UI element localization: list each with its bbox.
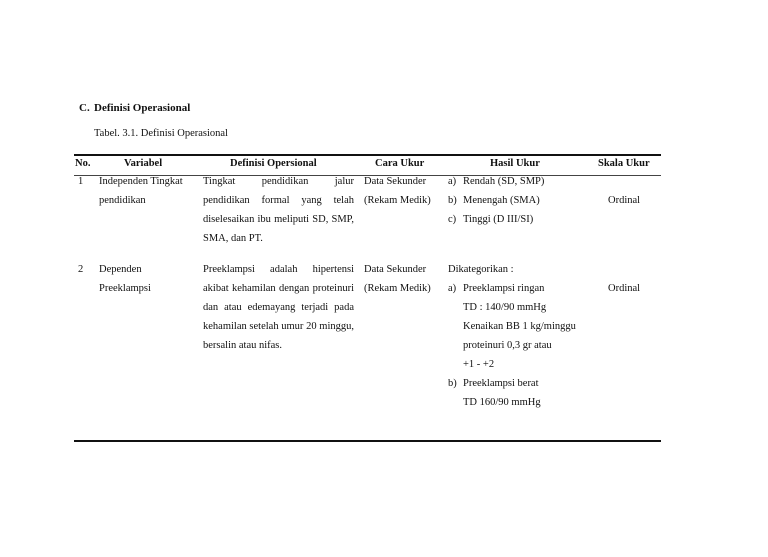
section-letter: C. xyxy=(79,102,90,114)
list-marker: a) xyxy=(448,176,457,187)
list-text: Preeklampsi berat xyxy=(463,378,539,389)
table-bottom-rule xyxy=(74,440,661,442)
row2-hasil-item xyxy=(448,393,576,412)
section-title: Definisi Operasional xyxy=(94,102,191,114)
row2-cara-ukur xyxy=(364,260,431,298)
row2-variabel xyxy=(99,260,151,298)
row1-hasil-ukur xyxy=(448,172,544,229)
list-text: Rendah (SD, SMP) xyxy=(463,176,545,187)
row2-hasil-item xyxy=(448,355,576,374)
row1-definisi: Tingkat pendidikan jalur pendidikan formal yang telah diselesaikan ibu meliputi SD, SMP, SMA, dan PT. xyxy=(203,176,354,244)
header-skala-ukur: Skala Ukur xyxy=(598,158,650,169)
list-text: proteinuri 0,3 gr atau xyxy=(463,340,552,351)
header-definisi: Definisi Opersional xyxy=(230,158,317,169)
row2-no: 2 xyxy=(78,264,84,275)
row1-variabel xyxy=(99,172,183,210)
row2-cara-line1: Data Sekunder xyxy=(364,264,427,275)
row2-variabel-line2: Preeklampsi xyxy=(99,283,151,294)
list-marker: a) xyxy=(448,283,457,294)
row2-skala-ukur: Ordinal xyxy=(608,283,641,294)
list-marker xyxy=(448,355,463,374)
list-marker: b) xyxy=(448,378,457,389)
row1-skala-ukur: Ordinal xyxy=(608,195,641,206)
row1-cara-ukur xyxy=(364,172,431,210)
row1-no: 1 xyxy=(78,176,84,187)
list-marker xyxy=(448,336,463,355)
row1-cara-line1: Data Sekunder xyxy=(364,176,427,187)
list-text: Tinggi (D III/SI) xyxy=(463,214,534,225)
row1-hasil-item xyxy=(448,210,544,229)
row2-hasil-item xyxy=(448,336,576,355)
list-marker xyxy=(448,317,463,336)
list-text: +1 - +2 xyxy=(463,359,495,370)
row2-hasil-item xyxy=(448,317,576,336)
row1-variabel-line1: Independen Tingkat xyxy=(99,176,183,187)
list-text: TD 160/90 mmHg xyxy=(463,397,541,408)
list-text: TD : 140/90 mmHg xyxy=(463,302,547,313)
table-caption: Tabel. 3.1. Definisi Operasional xyxy=(94,128,228,139)
table-top-rule xyxy=(74,154,661,156)
header-no: No. xyxy=(75,158,91,169)
row1-variabel-line2: pendidikan xyxy=(99,195,146,206)
list-marker: c) xyxy=(448,214,457,225)
list-marker xyxy=(448,393,463,412)
row2-definisi: Preeklampsi adalah hipertensi akibat kehamilan dengan proteinuri dan atau edemayang terjadi pada kehamilan setelah umur 20 minggu, bersalin atau nifas. xyxy=(203,264,354,351)
row1-hasil-item xyxy=(448,172,544,191)
row1-cara-line2: (Rekam Medik) xyxy=(364,195,431,206)
list-text: Menengah (SMA) xyxy=(463,195,540,206)
row2-hasil-item xyxy=(448,374,576,393)
row2-hasil-intro: Dikategorikan : xyxy=(448,264,514,275)
header-hasil-ukur: Hasil Ukur xyxy=(490,158,540,169)
list-marker: b) xyxy=(448,195,457,206)
section-heading xyxy=(79,102,190,114)
list-text: Kenaikan BB 1 kg/minggu xyxy=(463,321,576,332)
row1-hasil-item xyxy=(448,191,544,210)
header-variabel: Variabel xyxy=(124,158,163,169)
row2-hasil-ukur xyxy=(448,260,576,412)
header-cara-ukur: Cara Ukur xyxy=(375,158,425,169)
row2-variabel-line1: Dependen xyxy=(99,264,142,275)
list-marker xyxy=(448,298,463,317)
row2-cara-line2: (Rekam Medik) xyxy=(364,283,431,294)
row2-hasil-item xyxy=(448,279,576,298)
row2-hasil-item xyxy=(448,298,576,317)
list-text: Preeklampsi ringan xyxy=(463,283,545,294)
